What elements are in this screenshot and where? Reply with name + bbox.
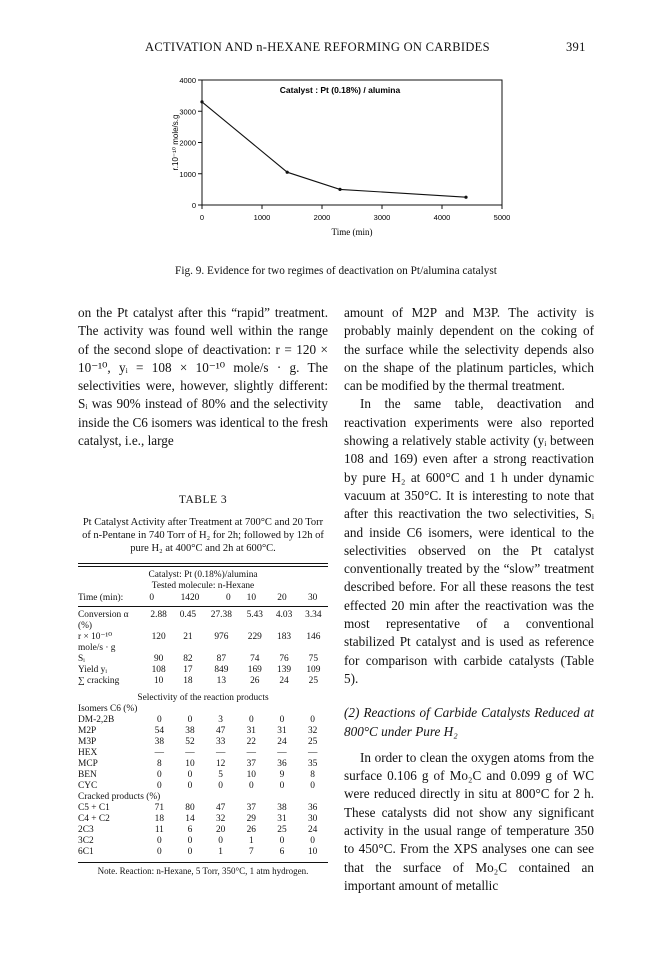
y-tick-label: 1000 bbox=[179, 169, 196, 179]
cell-value: 33 bbox=[215, 737, 226, 748]
cell-value: 75 bbox=[308, 653, 319, 664]
row-label: C4 + C2 bbox=[78, 814, 110, 825]
cell-value bbox=[203, 621, 241, 632]
cell-value: 37 bbox=[246, 759, 256, 770]
cell-value: 29 bbox=[246, 814, 256, 825]
row-label: 3C2 bbox=[78, 836, 94, 847]
cell-value: 0.45 bbox=[179, 609, 197, 620]
isomer-row bbox=[78, 737, 328, 748]
cell-value: 47 bbox=[215, 803, 226, 814]
table-3 bbox=[78, 495, 328, 877]
cell-value: 36 bbox=[307, 803, 318, 814]
cell-value: 3.34 bbox=[305, 609, 322, 620]
row-label: (%) bbox=[78, 620, 93, 631]
cell-value: 7 bbox=[248, 847, 254, 858]
isomer-row bbox=[78, 759, 328, 770]
cell-value: 169 bbox=[247, 664, 262, 675]
cell-value: 38 bbox=[277, 803, 287, 814]
cell-value bbox=[240, 621, 269, 632]
cell-value: 10 bbox=[246, 770, 256, 781]
row-label: DM-2,2B bbox=[78, 715, 115, 726]
row-label: mole/s · g bbox=[78, 642, 116, 653]
cell-value: 6 bbox=[187, 825, 193, 836]
row-label: M3P bbox=[78, 737, 97, 748]
cell-value: 27.38 bbox=[210, 609, 232, 620]
cell-value: 109 bbox=[306, 664, 321, 675]
cell-value: 108 bbox=[151, 664, 166, 675]
table-time-header bbox=[78, 593, 328, 604]
cracked-row bbox=[78, 836, 328, 847]
cracked-row bbox=[78, 847, 328, 858]
left-paragraph: on the Pt catalyst after this “rapid” treatment. The activity was found well within the range of the second slope of deactivation: r = 120 × 10⁻¹⁰, yᵢ = 108 × 10⁻¹⁰ mole/s · g. The selectivities were, however, slightly different: Sᵢ was 90% instead of 80% and the selectivity inside the C6 isomers was identical to the fresh catalyst, i.e., large bbox=[78, 305, 328, 449]
activity-row bbox=[78, 676, 328, 687]
selectivity-title: Selectivity of the reaction products bbox=[137, 692, 269, 703]
deactivation-chart bbox=[150, 72, 520, 247]
cell-value: 87 bbox=[216, 653, 227, 664]
cell-value: — bbox=[154, 748, 165, 759]
row-label: ∑ cracking bbox=[78, 675, 120, 686]
cell-value: 4.03 bbox=[275, 609, 293, 620]
cell-value: 31 bbox=[246, 726, 256, 737]
cell-value: 20 bbox=[215, 825, 226, 836]
plot-frame bbox=[202, 80, 502, 205]
y-tick-label: 0 bbox=[191, 201, 196, 210]
cell-value: 26 bbox=[246, 825, 256, 836]
isomer-row bbox=[78, 770, 328, 781]
activity-row bbox=[78, 621, 328, 632]
cracked-row bbox=[78, 814, 328, 825]
cell-value bbox=[173, 643, 202, 654]
row-label: 2C3 bbox=[78, 825, 94, 836]
cell-value: 0 bbox=[310, 781, 315, 792]
cell-value: 24 bbox=[277, 737, 287, 748]
isomer-row bbox=[78, 781, 328, 792]
cell-value: 8 bbox=[310, 770, 315, 781]
table-cracked bbox=[78, 803, 328, 858]
right-paragraph-1: amount of M2P and M3P. The activity is probably mainly dependent on the coking of the surface while the selectivity depends also on the shape of the platinum particles, which can be modified by the thermal treatment. bbox=[344, 305, 594, 394]
right-paragraph-3: In order to clean the oxygen atoms from the surface 0.106 g of Mo₂C and 0.099 g of WC were reduced directly in situ at 800°C for 2 h. These catalysts did not show any significant activity in the usual range of temperature 350 to 450°C. From the XPS analyses one can see that the surface of Mo₂C contained an important amount of metallic bbox=[344, 749, 594, 893]
cell-value: 0 bbox=[187, 770, 193, 781]
cell-value: — bbox=[277, 748, 287, 759]
y-tick-label: 3000 bbox=[179, 107, 196, 117]
cell-value: 0 bbox=[248, 781, 254, 792]
cell-value: 0 bbox=[218, 836, 223, 847]
row-label: CYC bbox=[78, 781, 98, 792]
row-label: BEN bbox=[78, 770, 97, 781]
cell-value: 24 bbox=[307, 825, 318, 836]
cell-value: 1 bbox=[218, 847, 223, 858]
cell-value: 0 bbox=[279, 715, 285, 726]
cell-value: 21 bbox=[183, 631, 193, 642]
cell-value: — bbox=[307, 748, 318, 759]
cell-value: 24 bbox=[279, 675, 289, 686]
cell-value: 0 bbox=[187, 715, 193, 726]
cell-value: 5 bbox=[218, 770, 223, 781]
left-column-text bbox=[78, 304, 328, 450]
cell-value: 8 bbox=[156, 759, 162, 770]
data-point bbox=[286, 171, 289, 174]
page-number: 391 bbox=[566, 40, 586, 54]
x-tick-label: 5000 bbox=[493, 213, 511, 222]
table-catalyst: Catalyst: Pt (0.18%)/alumina bbox=[148, 570, 258, 581]
cell-value: 74 bbox=[250, 653, 260, 664]
cell-value: 146 bbox=[306, 631, 321, 642]
cell-value: 32 bbox=[215, 814, 226, 825]
cell-value: 90 bbox=[153, 653, 164, 664]
activity-row bbox=[78, 632, 328, 643]
cell-value: 9 bbox=[279, 770, 285, 781]
cell-value: 0 bbox=[310, 715, 315, 726]
x-tick-label: 0 bbox=[199, 213, 205, 222]
cell-value: 5.43 bbox=[246, 609, 263, 620]
figure-caption: Fig. 9. Evidence for two regimes of deactivation on Pt/alumina catalyst bbox=[175, 265, 497, 277]
cell-value: 229 bbox=[247, 631, 262, 642]
cell-value bbox=[299, 621, 328, 632]
time-row bbox=[78, 593, 328, 604]
cell-value: — bbox=[246, 748, 256, 759]
cell-value: 82 bbox=[183, 653, 193, 664]
cell-value: 30 bbox=[307, 814, 318, 825]
cell-value: 1 bbox=[248, 836, 254, 847]
x-tick-label: 1000 bbox=[253, 213, 271, 222]
cell-value: 26 bbox=[250, 675, 260, 686]
cell-value: 47 bbox=[215, 726, 226, 737]
cell-value: 52 bbox=[185, 737, 195, 748]
row-label: MCP bbox=[78, 759, 98, 770]
cell-value: 1420 bbox=[180, 592, 200, 603]
data-point bbox=[338, 188, 341, 191]
cracked-row bbox=[78, 803, 328, 814]
cell-value: 25 bbox=[307, 737, 318, 748]
data-point bbox=[200, 100, 203, 103]
isomers-label: Isomers C6 (%) bbox=[78, 703, 138, 714]
cell-value: 0 bbox=[156, 836, 162, 847]
cell-value bbox=[299, 643, 328, 654]
isomer-row bbox=[78, 726, 328, 737]
cell-value: 38 bbox=[154, 737, 165, 748]
row-label: r × 10⁻¹⁰ bbox=[78, 631, 112, 642]
cell-value: 71 bbox=[154, 803, 165, 814]
cell-value: 20 bbox=[277, 592, 287, 603]
x-tick-label: 3000 bbox=[373, 213, 391, 222]
row-label: Yield yᵢ bbox=[78, 664, 107, 675]
cell-value: 13 bbox=[216, 675, 227, 686]
row-label: M2P bbox=[78, 726, 97, 737]
cell-value: 22 bbox=[246, 737, 256, 748]
isomer-row bbox=[78, 748, 328, 759]
cell-value: 0 bbox=[187, 781, 193, 792]
cell-value: 10 bbox=[185, 759, 195, 770]
cell-value: 120 bbox=[151, 631, 166, 642]
cell-value: 0 bbox=[279, 836, 285, 847]
cell-value: 139 bbox=[277, 664, 292, 675]
cell-value bbox=[269, 621, 298, 632]
cell-value: 849 bbox=[214, 664, 229, 675]
row-label: Time (min): bbox=[78, 592, 124, 603]
table-note: Note. Reaction: n-Hexane, 5 Torr, 350°C, 1 atm hydrogen. bbox=[97, 866, 309, 877]
cell-value: 25 bbox=[308, 675, 319, 686]
cell-value: 0 bbox=[156, 781, 162, 792]
activity-row bbox=[78, 665, 328, 676]
y-axis-label: r.10⁻¹⁰ mole/s.g bbox=[171, 114, 180, 171]
cell-value: 0 bbox=[149, 592, 154, 603]
series-line bbox=[202, 102, 466, 197]
cell-value: 17 bbox=[183, 664, 193, 675]
row-label: C5 + C1 bbox=[78, 803, 110, 814]
cell-value bbox=[144, 621, 173, 632]
cell-value: 18 bbox=[154, 814, 165, 825]
cracked-row bbox=[78, 825, 328, 836]
cell-value: 37 bbox=[246, 803, 256, 814]
table-tested-molecule: Tested molecule: n-Hexane bbox=[151, 581, 255, 592]
x-axis-label: Time (min) bbox=[331, 227, 373, 237]
y-tick-label: 2000 bbox=[179, 138, 196, 148]
cell-value: — bbox=[215, 748, 226, 759]
cell-value: 38 bbox=[185, 726, 195, 737]
cell-value: 10 bbox=[246, 592, 256, 603]
x-tick-label: 2000 bbox=[313, 213, 331, 222]
cell-value: 0 bbox=[218, 781, 223, 792]
cell-value: 76 bbox=[279, 653, 289, 664]
cell-value: 54 bbox=[154, 726, 165, 737]
cell-value: 35 bbox=[307, 759, 318, 770]
row-label: Conversion α bbox=[78, 609, 129, 620]
activity-row bbox=[78, 654, 328, 665]
row-label: 6C1 bbox=[78, 847, 94, 858]
cracked-label: Cracked products (%) bbox=[78, 792, 161, 803]
cell-value: 0 bbox=[225, 592, 231, 603]
cell-value: 3 bbox=[218, 715, 223, 726]
cell-value: 10 bbox=[153, 675, 164, 686]
chart-title: Catalyst : Pt (0.18%) / alumina bbox=[279, 85, 401, 95]
cell-value: 30 bbox=[307, 592, 318, 603]
y-tick-label: 4000 bbox=[179, 76, 196, 85]
cell-value bbox=[144, 643, 173, 654]
cell-value: 2.88 bbox=[150, 609, 167, 620]
cell-value bbox=[269, 643, 298, 654]
data-point bbox=[464, 196, 467, 199]
cell-value: 18 bbox=[183, 675, 193, 686]
isomer-row bbox=[78, 715, 328, 726]
table-caption: Pt Catalyst Activity after Treatment at 700°C and 20 Torr of n-Pentane in 740 Torr of H₂ for 2h; followed by 12h of pure H₂ at 400°C and 2h at 600°C. bbox=[82, 517, 324, 555]
cell-value: 36 bbox=[277, 759, 287, 770]
cell-value: 0 bbox=[248, 715, 254, 726]
cell-value: 0 bbox=[156, 847, 162, 858]
cell-value: 0 bbox=[310, 836, 315, 847]
cell-value bbox=[203, 643, 241, 654]
cell-value: 80 bbox=[185, 803, 195, 814]
cell-value: 14 bbox=[185, 814, 195, 825]
cell-value: 0 bbox=[156, 715, 162, 726]
right-paragraph-2: In the same table, deactivation and reactivation experiments were also reported showing a relatively stable activity (yᵢ between 108 and 169) even after a strong reactivation by pure H₂ at 600°C and 1 h under dynamic vacuum at 350°C. It is interesting to note that after this reactivation the two selectivities, Sᵢ and inside C6 isomers, were identical to the selectivities observed on the Pt catalyst conventionally treated by the “slow” treatment described before. For all these reasons the test effected 20 min after the reactivation was the most representative of a conventional stabilized Pt catalyst and is used as reference for comparison with carbide catalysts (Table 5). bbox=[344, 396, 594, 686]
cell-value bbox=[240, 643, 269, 654]
cell-value: — bbox=[185, 748, 195, 759]
activity-row bbox=[78, 610, 328, 621]
cell-value bbox=[173, 621, 202, 632]
cell-value: 0 bbox=[279, 781, 285, 792]
row-label: Sᵢ bbox=[78, 653, 85, 664]
cell-value: 10 bbox=[307, 847, 318, 858]
cell-value: 12 bbox=[215, 759, 226, 770]
cell-value: 25 bbox=[277, 825, 287, 836]
cell-value: 11 bbox=[154, 825, 164, 836]
cell-value: 0 bbox=[187, 847, 193, 858]
running-title: ACTIVATION AND n-HEXANE REFORMING ON CARBIDES bbox=[145, 40, 490, 54]
cell-value: 31 bbox=[277, 814, 287, 825]
section-heading: (2) Reactions of Carbide Catalysts Reduced at 800°C under Pure H₂ bbox=[344, 705, 594, 739]
right-column-text bbox=[344, 304, 594, 895]
cell-value: 31 bbox=[277, 726, 287, 737]
cell-value: 976 bbox=[214, 631, 229, 642]
row-label: HEX bbox=[78, 748, 98, 759]
table-activity bbox=[78, 610, 328, 687]
cell-value: 0 bbox=[187, 836, 193, 847]
cell-value: 6 bbox=[279, 847, 285, 858]
cell-value: 32 bbox=[307, 726, 318, 737]
table-label: TABLE 3 bbox=[178, 494, 228, 506]
activity-row bbox=[78, 643, 328, 654]
cell-value: 183 bbox=[277, 631, 292, 642]
cell-value: 0 bbox=[156, 770, 162, 781]
x-tick-label: 4000 bbox=[433, 213, 451, 222]
table-isomers bbox=[78, 715, 328, 792]
running-header bbox=[0, 40, 672, 58]
